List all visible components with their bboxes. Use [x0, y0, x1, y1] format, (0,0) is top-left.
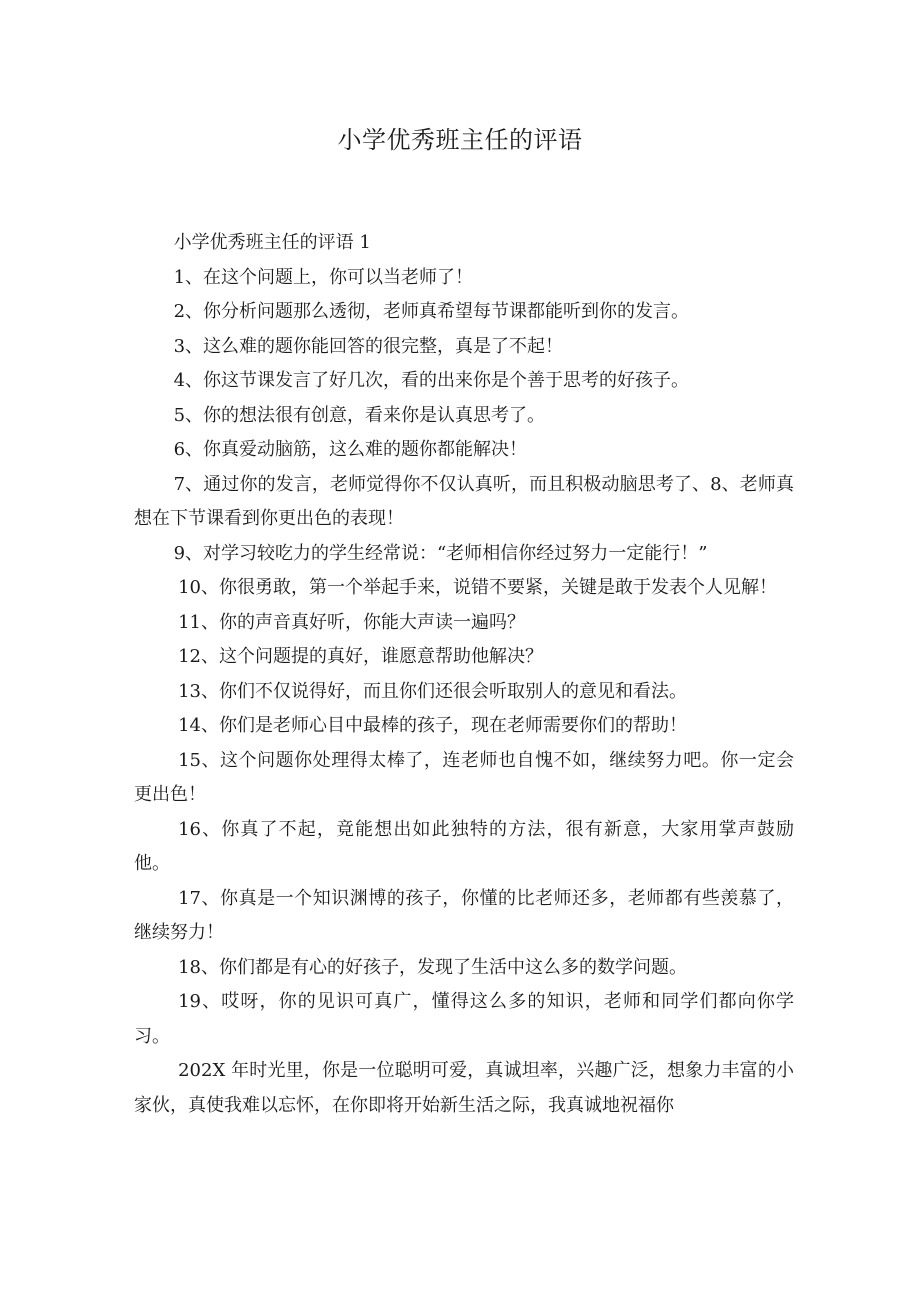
document-body [134, 226, 794, 1123]
list-item: 3、这么难的题你能回答的很完整，真是了不起！ [173, 335, 564, 357]
list-item: 4、你这节课发言了好几次，看的出来你是个善于思考的好孩子。 [173, 370, 690, 391]
closing-paragraph: 202X 年时光里，你是一位聪明可爱，真诚坦率，兴趣广泛，想象力丰富的小家伙，真使我难以忘怀，在你即将开始新生活之际，我真诚地祝福你 [134, 1060, 794, 1116]
list-item: 12、这个问题提的真好，谁愿意帮助他解决？ [178, 646, 543, 667]
list-item: 5、你的想法很有创意，看来你是认真思考了。 [173, 404, 546, 426]
list-item: 18、你们都是有心的好孩子，发现了生活中这么多的数学问题。 [178, 956, 687, 978]
list-item: 1、在这个问题上，你可以当老师了！ [173, 266, 474, 288]
list-item: 6、你真爱动脑筋，这么难的题你都能解决！ [173, 439, 528, 460]
document-title: 小学优秀班主任的评语 [337, 126, 583, 154]
list-item: 17、你真是一个知识渊博的孩子，你懂的比老师还多，老师都有些羡慕了，继续努力！ [134, 887, 794, 943]
section-heading: 小学优秀班主任的评语 1 [173, 232, 371, 253]
list-item: 15、这个问题你处理得太棒了，连老师也自愧不如，继续努力吧。你一定会更出色！ [134, 749, 794, 805]
list-item: 2、你分析问题那么透彻，老师真希望每节课都能听到你的发言。 [173, 301, 690, 322]
list-item: 7、通过你的发言，老师觉得你不仅认真听，而且积极动脑思考了、8、老师真想在下节课看到你更出色的表现！ [134, 473, 794, 529]
list-item: 11、你的声音真好听，你能大声读一遍吗？ [178, 611, 525, 633]
list-item: 13、你们不仅说得好，而且你们还很会听取别人的意见和看法。 [178, 680, 687, 702]
list-item: 9、对学习较吃力的学生经常说：“老师相信你经过努力一定能行！” [173, 542, 708, 564]
list-item: 19、哎呀，你的见识可真广，懂得这么多的知识，老师和同学们都向你学习。 [134, 991, 794, 1047]
list-item: 10、你很勇敢，第一个举起手来，说错不要紧，关键是敢于发表个人见解！ [178, 577, 777, 598]
list-item: 16、你真了不起，竟能想出如此独特的方法，很有新意，大家用掌声鼓励他。 [134, 818, 794, 874]
list-item: 14、你们是老师心目中最棒的孩子，现在老师需要你们的帮助！ [178, 715, 687, 736]
